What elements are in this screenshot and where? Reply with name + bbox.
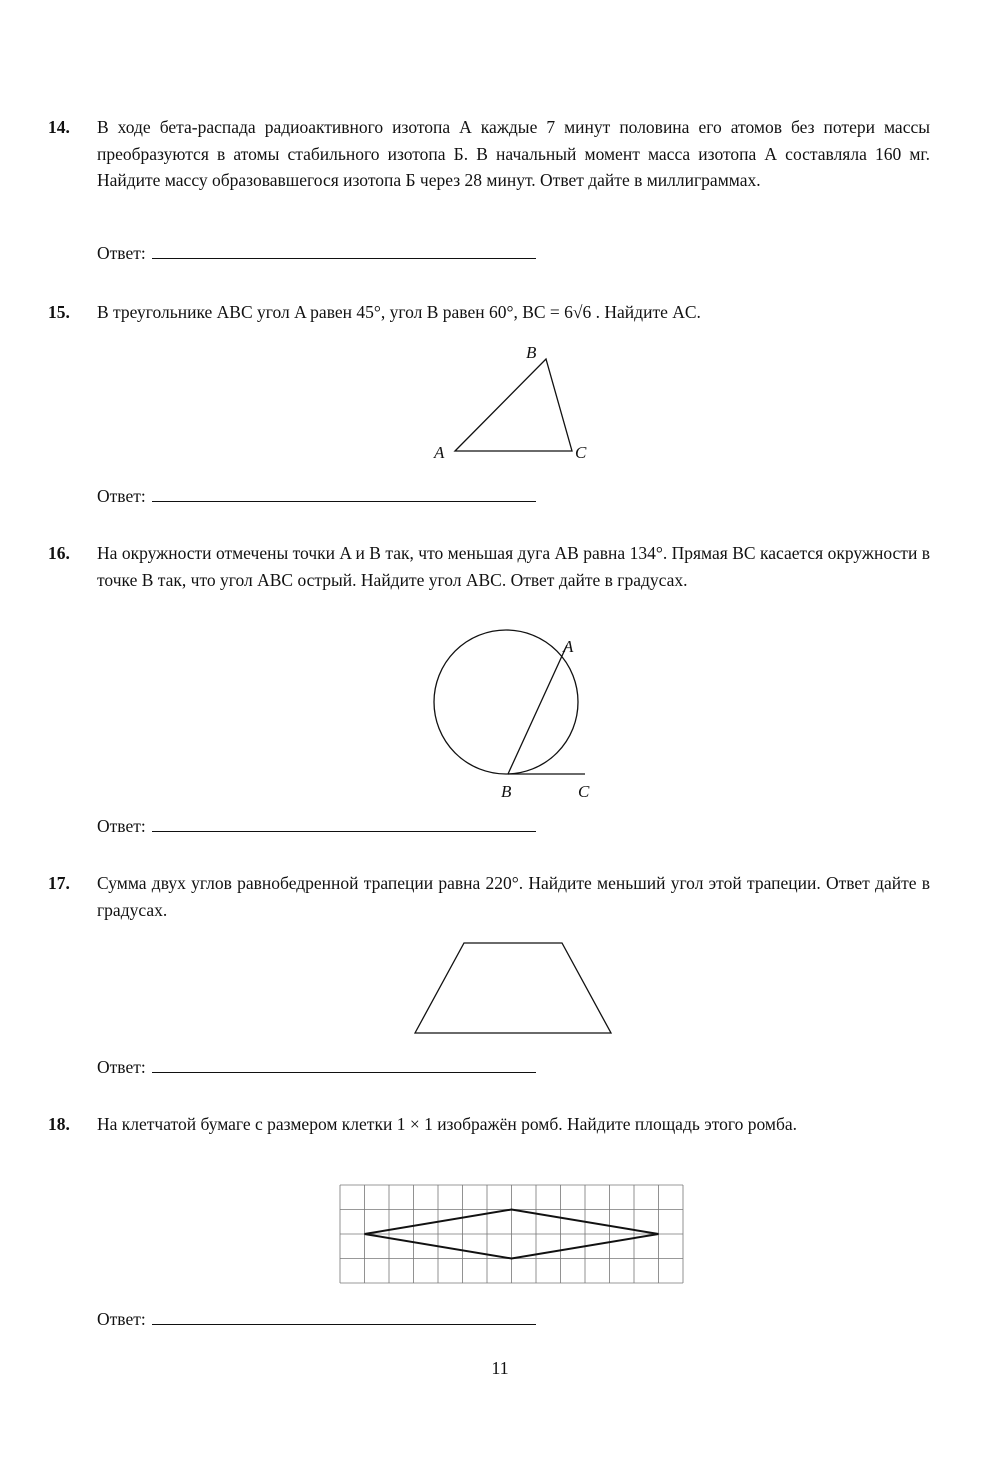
- problem-16-text: На окружности отмечены точки A и B так, что меньшая дуга AB равна 134°. Прямая BC касается окружности в точке B так, что угол ABC острый. Найдите угол ABC. Ответ дайте в градусах.: [97, 543, 930, 590]
- answer-label: Ответ:: [97, 1309, 146, 1329]
- answer-label: Ответ:: [97, 816, 146, 836]
- label-b: B: [526, 343, 537, 362]
- page-number: 11: [491, 1358, 509, 1378]
- answer-label: Ответ:: [97, 486, 146, 506]
- label-b: B: [501, 782, 512, 801]
- trapezoid-figure: [415, 943, 611, 1033]
- triangle-figure: [433, 343, 587, 462]
- answer-label: Ответ:: [97, 243, 146, 263]
- problem-14-number: 14.: [48, 117, 70, 137]
- grid-figure: [340, 1185, 683, 1283]
- problem-15-text: В треугольнике ABC угол A равен 45°, угол B равен 60°, BC = 6√6 . Найдите AC.: [97, 302, 701, 322]
- problem-18-number: 18.: [48, 1114, 70, 1134]
- label-a: A: [563, 637, 574, 656]
- problem-14-text: В ходе бета-распада радиоактивного изотопа А каждые 7 минут половина его атомов без потери массы преобразуются в атомы стабильного изотопа Б. В начальный момент масса изотопа А составляла 160 мг. Найдите массу образовавшегося изотопа Б через 28 минут. Ответ дайте в миллиграммах.: [97, 117, 930, 190]
- label-a: A: [434, 443, 445, 462]
- problem-17-number: 17.: [48, 873, 70, 893]
- problem-16-number: 16.: [48, 543, 70, 563]
- problem-15-number: 15.: [48, 302, 70, 322]
- problem-17-text: Сумма двух углов равнобедренной трапеции равна 220°. Найдите меньший угол этой трапеции. Ответ дайте в градусах.: [97, 873, 930, 920]
- answer-label: Ответ:: [97, 1057, 146, 1077]
- label-c: C: [578, 782, 590, 801]
- circle-figure: [434, 630, 590, 801]
- problem-18-text: На клетчатой бумаге с размером клетки 1 × 1 изображён ромб. Найдите площадь этого ромба.: [97, 1114, 798, 1134]
- label-c: C: [575, 443, 587, 462]
